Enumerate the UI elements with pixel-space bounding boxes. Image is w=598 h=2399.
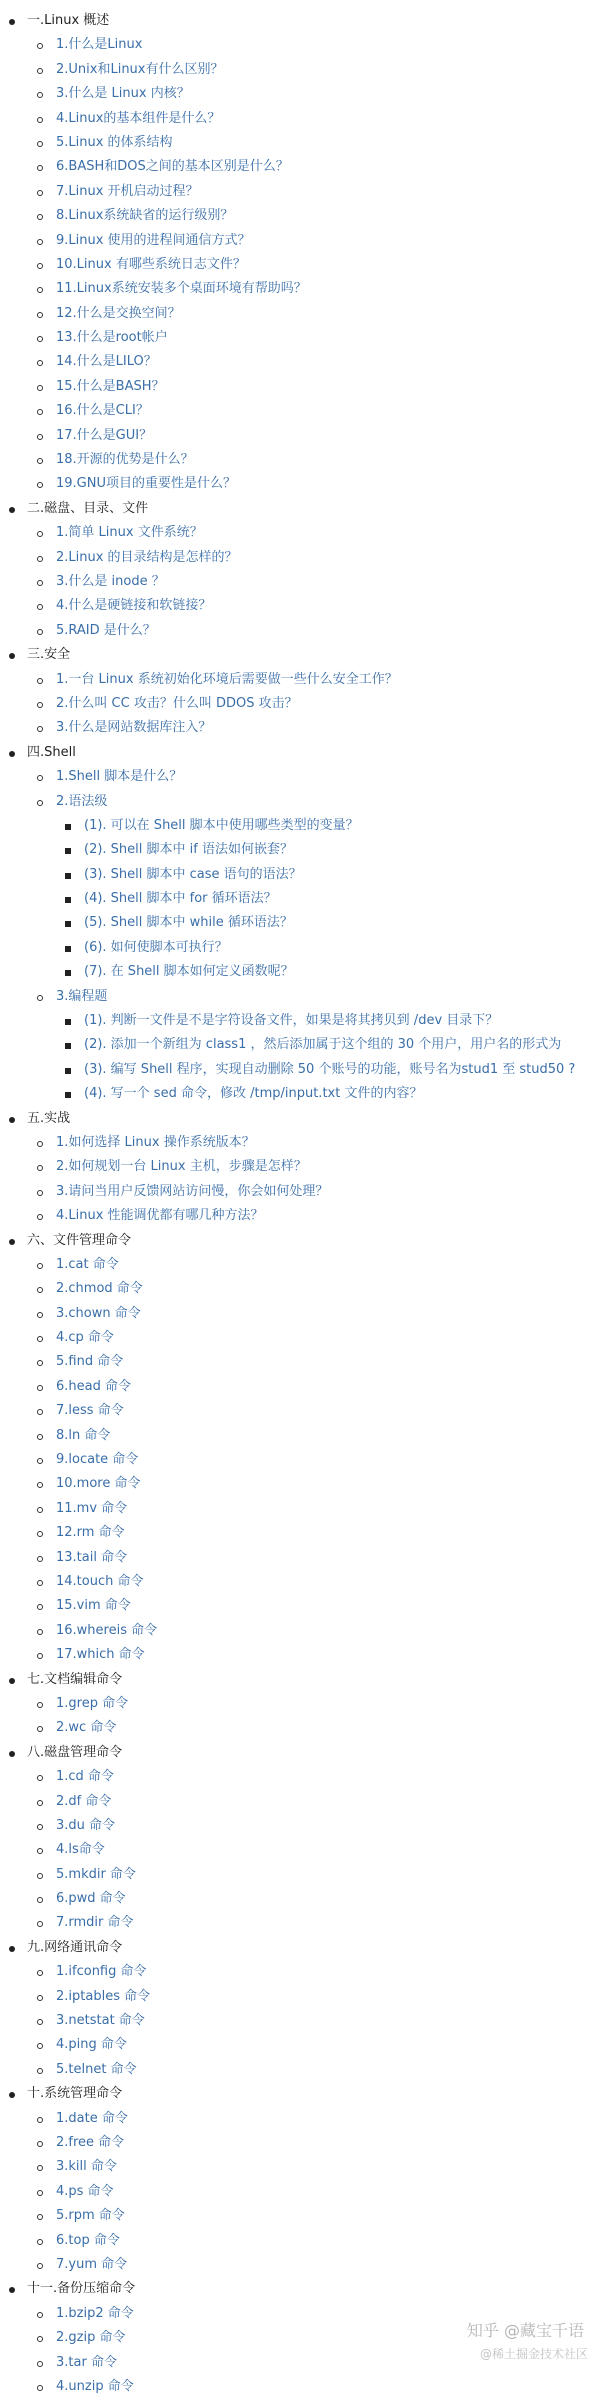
hollow-bullet-icon (37, 702, 43, 708)
toc-link[interactable]: 2.df 命令 (56, 1793, 112, 1809)
toc-section-heading (0, 741, 598, 765)
toc-subitem[interactable] (0, 936, 598, 960)
toc-section-heading (0, 9, 598, 33)
bullet-icon (9, 751, 15, 757)
hollow-bullet-icon (37, 2312, 43, 2318)
toc-link[interactable]: 3.netstat 命令 (56, 2013, 145, 2029)
hollow-bullet-icon (37, 2385, 43, 2391)
hollow-bullet-icon (37, 1653, 43, 1659)
hollow-bullet-icon (37, 580, 43, 586)
toc-item[interactable] (0, 2180, 598, 2204)
toc-item[interactable] (0, 472, 598, 496)
toc-section-heading (0, 1668, 598, 1692)
hollow-bullet-icon (37, 1482, 43, 1488)
toc-item[interactable] (0, 2204, 598, 2228)
hollow-bullet-icon (37, 1531, 43, 1537)
toc-section-heading (0, 1229, 598, 1253)
toc-link[interactable]: 4.ping 命令 (56, 2037, 127, 2053)
toc-subitem[interactable] (0, 838, 598, 862)
toc-link[interactable]: 1.Shell 脚本是什么？ (56, 769, 183, 785)
toc-item[interactable] (0, 1863, 598, 1887)
toc-link[interactable]: 4.Linux的基本组件是什么？ (56, 110, 221, 126)
hollow-bullet-icon (37, 678, 43, 684)
hollow-bullet-icon (37, 43, 43, 49)
toc-link[interactable]: 11.Linux系统安装多个桌面环境有帮助吗？ (56, 281, 307, 297)
square-bullet-icon (65, 897, 71, 903)
section-title: 七.文档编辑命令 (27, 1671, 123, 1687)
toc-link[interactable]: 16.什么是CLI？ (56, 403, 149, 419)
section-title: 八.磁盘管理命令 (27, 1744, 123, 1760)
toc-item[interactable] (0, 1887, 598, 1911)
hollow-bullet-icon (37, 165, 43, 171)
toc-item[interactable] (0, 1277, 598, 1301)
toc-item[interactable] (0, 668, 598, 692)
hollow-bullet-icon (37, 360, 43, 366)
toc-item[interactable] (0, 1399, 598, 1423)
section-title: 三.安全 (27, 647, 71, 663)
toc-item[interactable] (0, 2155, 598, 2179)
toc-subitem[interactable] (0, 1082, 598, 1106)
bullet-icon (9, 507, 15, 513)
square-bullet-icon (65, 946, 71, 952)
hollow-bullet-icon (37, 2141, 43, 2147)
square-bullet-icon (65, 921, 71, 927)
toc-link[interactable]: 1.一台 Linux 系统初始化环境后需要做一些什么安全工作？ (56, 671, 398, 687)
toc-item[interactable] (0, 1375, 598, 1399)
toc-link[interactable]: 2.Unix和Linux有什么区别？ (56, 61, 224, 77)
toc-item[interactable] (0, 1911, 598, 1935)
toc-item[interactable] (0, 1594, 598, 1618)
hollow-bullet-icon (37, 141, 43, 147)
toc-item[interactable] (0, 107, 598, 131)
toc-item[interactable] (0, 58, 598, 82)
toc-subitem[interactable] (0, 887, 598, 911)
table-of-contents (0, 9, 598, 2399)
hollow-bullet-icon (37, 1604, 43, 1610)
toc-link[interactable]: 2.iptables 命令 (56, 1988, 151, 2004)
toc-link[interactable]: 8.ln 命令 (56, 1427, 111, 1443)
hollow-bullet-icon (37, 604, 43, 610)
section-title: 九.网络通讯命令 (27, 1939, 123, 1955)
toc-subitem[interactable] (0, 1009, 598, 1033)
toc-link[interactable]: 1.cat 命令 (56, 1256, 119, 1272)
toc-link[interactable]: 18.开源的优势是什么？ (56, 452, 194, 468)
toc-item[interactable] (0, 1643, 598, 1667)
toc-item[interactable] (0, 326, 598, 350)
toc-link[interactable]: 3.什么是网站数据库注入？ (56, 720, 212, 736)
toc-item[interactable] (0, 716, 598, 740)
toc-item[interactable] (0, 1985, 598, 2009)
hollow-bullet-icon (37, 1336, 43, 1342)
hollow-bullet-icon (37, 2263, 43, 2269)
hollow-bullet-icon (37, 531, 43, 537)
toc-link[interactable]: 2.Linux 的目录结构是怎样的？ (56, 549, 238, 565)
hollow-bullet-icon (37, 385, 43, 391)
hollow-bullet-icon (37, 239, 43, 245)
toc-item[interactable] (0, 1350, 598, 1374)
hollow-bullet-icon (37, 434, 43, 440)
section-title: 一.Linux 概述 (27, 13, 110, 28)
toc-item[interactable] (0, 1765, 598, 1789)
hollow-bullet-icon (37, 1165, 43, 1171)
toc-item[interactable] (0, 302, 598, 326)
toc-link[interactable]: 2.如何规划一台 Linux 主机，步骤是怎样？ (56, 1159, 307, 1175)
hollow-bullet-icon (37, 1507, 43, 1513)
toc-link[interactable]: 4.Linux 性能调优都有哪几种方法？ (56, 1208, 264, 1224)
bullet-icon (9, 1239, 15, 1245)
toc-subitem[interactable] (0, 863, 598, 887)
hollow-bullet-icon (37, 1409, 43, 1415)
hollow-bullet-icon (37, 800, 43, 806)
toc-link[interactable]: 3.什么是 Linux 内核？ (56, 86, 190, 102)
bullet-icon (9, 1946, 15, 1952)
toc-link[interactable]: 1.如何选择 Linux 操作系统版本？ (56, 1134, 255, 1150)
toc-link[interactable]: 1.什么是Linux (56, 37, 143, 53)
toc-item[interactable] (0, 2107, 598, 2131)
hollow-bullet-icon (37, 1800, 43, 1806)
watermark-juejin: @稀土掘金技术社区 (479, 2347, 588, 2361)
toc-section-heading (0, 643, 598, 667)
section-title: 十.系统管理命令 (27, 2086, 123, 2102)
toc-link[interactable]: 3.什么是 inode ？ (56, 573, 165, 589)
toc-link[interactable]: 5.Linux 的体系结构 (56, 134, 173, 150)
hollow-bullet-icon (37, 482, 43, 488)
toc-subitem[interactable] (0, 814, 598, 838)
watermark-zhihu: 知乎 @藏宝千语 (466, 2321, 584, 2340)
hollow-bullet-icon (37, 1263, 43, 1269)
toc-link[interactable]: 7.Linux 开机启动过程？ (56, 183, 199, 199)
toc-item[interactable] (0, 2253, 598, 2277)
hollow-bullet-icon (37, 1775, 43, 1781)
hollow-bullet-icon (37, 117, 43, 123)
toc-link[interactable]: 11.mv 命令 (56, 1500, 128, 1516)
toc-item[interactable] (0, 399, 598, 423)
bullet-icon (9, 653, 15, 659)
toc-item[interactable] (0, 1814, 598, 1838)
toc-item[interactable] (0, 570, 598, 594)
toc-link[interactable]: 6.head 命令 (56, 1378, 131, 1394)
hollow-bullet-icon (37, 1873, 43, 1879)
toc-item[interactable] (0, 1472, 598, 1496)
hollow-bullet-icon (37, 458, 43, 464)
toc-link[interactable]: 1.cd 命令 (56, 1769, 114, 1785)
hollow-bullet-icon (37, 1726, 43, 1732)
square-bullet-icon (65, 848, 71, 854)
hollow-bullet-icon (37, 2214, 43, 2220)
toc-subitem[interactable] (0, 960, 598, 984)
hollow-bullet-icon (37, 2239, 43, 2245)
toc-link[interactable]: 17.which 命令 (56, 1647, 145, 1663)
toc-item[interactable] (0, 1716, 598, 1740)
square-bullet-icon (65, 1043, 71, 1049)
toc-item[interactable] (0, 253, 598, 277)
hollow-bullet-icon (37, 1556, 43, 1562)
toc-item[interactable] (0, 375, 598, 399)
hollow-bullet-icon (37, 629, 43, 635)
hollow-bullet-icon (37, 2190, 43, 2196)
toc-item[interactable] (0, 229, 598, 253)
toc-link[interactable]: 3.编程题 (56, 988, 108, 1004)
toc-link[interactable]: 1.ifconfig 命令 (56, 1964, 147, 1980)
toc-subitem[interactable] (0, 1058, 598, 1082)
toc-item[interactable] (0, 1497, 598, 1521)
toc-link[interactable]: 2.什么叫 CC 攻击？什么叫 DDOS 攻击？ (56, 695, 298, 711)
bullet-icon (9, 2287, 15, 2293)
toc-item[interactable] (0, 985, 598, 1009)
toc-link[interactable]: 3.kill 命令 (56, 2159, 117, 2175)
toc-item[interactable] (0, 1131, 598, 1155)
toc-link[interactable]: 15.vim 命令 (56, 1598, 131, 1614)
toc-section-heading (0, 1936, 598, 1960)
square-bullet-icon (65, 970, 71, 976)
toc-link[interactable]: 5.rpm 命令 (56, 2208, 125, 2224)
toc-link[interactable]: 14.什么是LILO？ (56, 354, 157, 370)
toc-link[interactable]: 3.chown 命令 (56, 1305, 141, 1321)
hollow-bullet-icon (37, 190, 43, 196)
toc-item[interactable] (0, 765, 598, 789)
toc-item[interactable] (0, 2058, 598, 2082)
hollow-bullet-icon (37, 1629, 43, 1635)
toc-link[interactable]: 1.grep 命令 (56, 1695, 129, 1711)
bullet-icon (9, 1678, 15, 1684)
toc-link[interactable]: 13.tail 命令 (56, 1549, 128, 1565)
toc-section-heading (0, 1107, 598, 1131)
toc-link[interactable]: 8.Linux系统缺省的运行级别？ (56, 208, 234, 224)
hollow-bullet-icon (37, 287, 43, 293)
hollow-bullet-icon (37, 1702, 43, 1708)
hollow-bullet-icon (37, 409, 43, 415)
toc-item[interactable] (0, 1302, 598, 1326)
toc-link[interactable]: 3.du 命令 (56, 1817, 116, 1833)
toc-item[interactable] (0, 2229, 598, 2253)
toc-link[interactable]: 2.gzip 命令 (56, 2330, 126, 2346)
bullet-icon (9, 19, 15, 25)
hollow-bullet-icon (37, 995, 43, 1001)
toc-link[interactable]: 6.top 命令 (56, 2232, 120, 2248)
hollow-bullet-icon (37, 1287, 43, 1293)
toc-link[interactable]: 16.whereis 命令 (56, 1622, 158, 1638)
hollow-bullet-icon (37, 1897, 43, 1903)
toc-link[interactable]: 3.请问当用户反馈网站访问慢，你会如何处理？ (56, 1183, 329, 1199)
toc-item[interactable] (0, 1180, 598, 1204)
hollow-bullet-icon (37, 1312, 43, 1318)
square-bullet-icon (65, 1092, 71, 1098)
hollow-bullet-icon (37, 1141, 43, 1147)
hollow-bullet-icon (37, 1214, 43, 1220)
toc-item[interactable] (0, 277, 598, 301)
bullet-icon (9, 2092, 15, 2098)
toc-link[interactable]: 2.wc 命令 (56, 1720, 117, 1736)
hollow-bullet-icon (37, 68, 43, 74)
hollow-bullet-icon (37, 1848, 43, 1854)
bullet-icon (9, 1117, 15, 1123)
toc-item[interactable] (0, 131, 598, 155)
square-bullet-icon (65, 1068, 71, 1074)
hollow-bullet-icon (37, 1190, 43, 1196)
hollow-bullet-icon (37, 1360, 43, 1366)
toc-item[interactable] (0, 692, 598, 716)
toc-item[interactable] (0, 2131, 598, 2155)
toc-link[interactable]: 14.touch 命令 (56, 1574, 144, 1589)
toc-link[interactable]: 4.什么是硬链接和软链接？ (56, 598, 212, 614)
toc-section-heading (0, 497, 598, 521)
toc-item[interactable] (0, 1838, 598, 1862)
toc-item[interactable] (0, 2375, 598, 2399)
hollow-bullet-icon (37, 1434, 43, 1440)
toc-link[interactable]: (3). 编写 Shell 程序，实现自动删除 50 个账号的功能，账号名为stud1 至 stud50 ? (84, 1061, 576, 1077)
toc-item[interactable] (0, 1448, 598, 1472)
toc-link[interactable]: 4.ps 命令 (56, 2183, 114, 2199)
toc-item[interactable] (0, 180, 598, 204)
hollow-bullet-icon (37, 336, 43, 342)
hollow-bullet-icon (37, 726, 43, 732)
hollow-bullet-icon (37, 2019, 43, 2025)
toc-subitem[interactable] (0, 911, 598, 935)
toc-item[interactable] (0, 1326, 598, 1350)
toc-link[interactable]: 6.BASH和DOS之间的基本区别是什么？ (56, 159, 289, 175)
hollow-bullet-icon (37, 1385, 43, 1391)
hollow-bullet-icon (37, 1921, 43, 1927)
toc-item[interactable] (0, 1521, 598, 1545)
toc-item[interactable] (0, 1155, 598, 1179)
toc-link[interactable]: 9.Linux 使用的进程间通信方式？ (56, 232, 251, 248)
hollow-bullet-icon (37, 263, 43, 269)
hollow-bullet-icon (37, 2043, 43, 2049)
hollow-bullet-icon (37, 1580, 43, 1586)
toc-link[interactable]: (3). Shell 脚本中 case 语句的语法？ (84, 866, 302, 882)
hollow-bullet-icon (37, 2117, 43, 2123)
toc-link[interactable]: 1.bzip2 命令 (56, 2305, 134, 2321)
toc-link[interactable]: (4). 写一个 sed 命令，修改 /tmp/input.txt 文件的内容？ (84, 1086, 423, 1102)
toc-link[interactable]: 5.RAID 是什么？ (56, 622, 156, 638)
toc-item[interactable] (0, 1619, 598, 1643)
hollow-bullet-icon (37, 2165, 43, 2171)
toc-link[interactable]: 10.Linux 有哪些系统日志文件？ (56, 256, 246, 272)
toc-item[interactable] (0, 155, 598, 179)
toc-link[interactable]: (5). Shell 脚本中 while 循环语法？ (84, 915, 293, 931)
toc-link[interactable]: 19.GNU项目的重要性是什么？ (56, 476, 236, 492)
hollow-bullet-icon (37, 2068, 43, 2074)
toc-link[interactable]: 2.chmod 命令 (56, 1281, 143, 1297)
toc-section-heading (0, 2082, 598, 2106)
toc-link[interactable]: 15.什么是BASH？ (56, 378, 165, 394)
toc-item[interactable] (0, 1570, 598, 1594)
toc-link[interactable]: 7.less 命令 (56, 1403, 124, 1419)
toc-item[interactable] (0, 619, 598, 643)
hollow-bullet-icon (37, 1970, 43, 1976)
toc-item[interactable] (0, 82, 598, 106)
toc-item[interactable] (0, 2033, 598, 2057)
section-title: 六、文件管理命令 (27, 1232, 132, 1248)
toc-item[interactable] (0, 521, 598, 545)
square-bullet-icon (65, 824, 71, 830)
section-title: 十一.备份压缩命令 (27, 2281, 136, 2297)
toc-item[interactable] (0, 546, 598, 570)
toc-item[interactable] (0, 424, 598, 448)
toc-link[interactable]: 3.tar 命令 (56, 2354, 117, 2370)
toc-item[interactable] (0, 204, 598, 228)
toc-link[interactable]: 5.find 命令 (56, 1354, 124, 1370)
toc-link[interactable]: 7.rmdir 命令 (56, 1915, 134, 1931)
toc-link[interactable]: 7.yum 命令 (56, 2256, 128, 2272)
toc-link[interactable]: (4). Shell 脚本中 for 循环语法？ (84, 891, 277, 907)
section-title: 四.Shell (27, 744, 76, 760)
hollow-bullet-icon (37, 775, 43, 781)
toc-section-heading (0, 2277, 598, 2301)
toc-link[interactable]: 4.unzip 命令 (56, 2378, 134, 2394)
toc-item[interactable] (0, 1960, 598, 1984)
bullet-icon (9, 1751, 15, 1757)
toc-item[interactable] (0, 1692, 598, 1716)
toc-link[interactable]: (1). 可以在 Shell 脚本中使用哪些类型的变量？ (84, 817, 359, 833)
toc-link[interactable]: (1). 判断一文件是不是字符设备文件，如果是将其拷贝到 /dev 目录下？ (84, 1013, 499, 1029)
toc-item[interactable] (0, 1790, 598, 1814)
square-bullet-icon (65, 1019, 71, 1025)
toc-item[interactable] (0, 1253, 598, 1277)
toc-item[interactable] (0, 1546, 598, 1570)
toc-link[interactable]: 5.telnet 命令 (56, 2061, 137, 2077)
toc-item[interactable] (0, 448, 598, 472)
toc-subitem[interactable] (0, 1033, 598, 1057)
toc-link[interactable]: 12.什么是交换空间？ (56, 305, 181, 321)
hollow-bullet-icon (37, 1458, 43, 1464)
toc-link[interactable]: 5.mkdir 命令 (56, 1866, 136, 1882)
toc-link[interactable]: 17.什么是GUI？ (56, 427, 153, 443)
toc-link[interactable]: 10.more 命令 (56, 1476, 141, 1492)
hollow-bullet-icon (37, 2361, 43, 2367)
toc-link[interactable]: (2). 添加一个新组为 class1 ，然后添加属于这个组的 30 个用户，用户名的形式为 (84, 1037, 562, 1053)
square-bullet-icon (65, 873, 71, 879)
toc-link[interactable]: 1.date 命令 (56, 2110, 128, 2126)
toc-item[interactable] (0, 33, 598, 57)
hollow-bullet-icon (37, 2336, 43, 2342)
toc-link[interactable]: 2.free 命令 (56, 2134, 125, 2150)
toc-link[interactable]: 4.ls命令 (56, 1842, 105, 1858)
toc-item[interactable] (0, 350, 598, 374)
toc-link[interactable]: 9.locate 命令 (56, 1452, 139, 1468)
hollow-bullet-icon (37, 312, 43, 318)
section-title: 二.磁盘、目录、文件 (27, 500, 149, 516)
toc-item[interactable] (0, 1424, 598, 1448)
toc-item[interactable] (0, 594, 598, 618)
toc-link[interactable]: 13.什么是root帐户 (56, 330, 168, 346)
toc-link[interactable]: 2.语法级 (56, 793, 108, 809)
toc-section-heading (0, 1741, 598, 1765)
toc-item[interactable] (0, 2009, 598, 2033)
toc-link[interactable]: (7). 在 Shell 脚本如何定义函数呢？ (84, 964, 294, 980)
toc-item[interactable] (0, 1204, 598, 1228)
toc-item[interactable] (0, 790, 598, 814)
hollow-bullet-icon (37, 214, 43, 220)
toc-link[interactable]: (2). Shell 脚本中 if 语法如何嵌套？ (84, 842, 293, 858)
toc-link[interactable]: 12.rm 命令 (56, 1525, 125, 1541)
hollow-bullet-icon (37, 1995, 43, 2001)
hollow-bullet-icon (37, 556, 43, 562)
toc-link[interactable]: 1.简单 Linux 文件系统？ (56, 525, 203, 541)
toc-link[interactable]: 4.cp 命令 (56, 1330, 114, 1346)
section-title: 五.实战 (27, 1110, 71, 1126)
hollow-bullet-icon (37, 92, 43, 98)
toc-link[interactable]: 6.pwd 命令 (56, 1891, 126, 1907)
hollow-bullet-icon (37, 1824, 43, 1830)
toc-link[interactable]: (6). 如何使脚本可执行？ (84, 939, 228, 955)
